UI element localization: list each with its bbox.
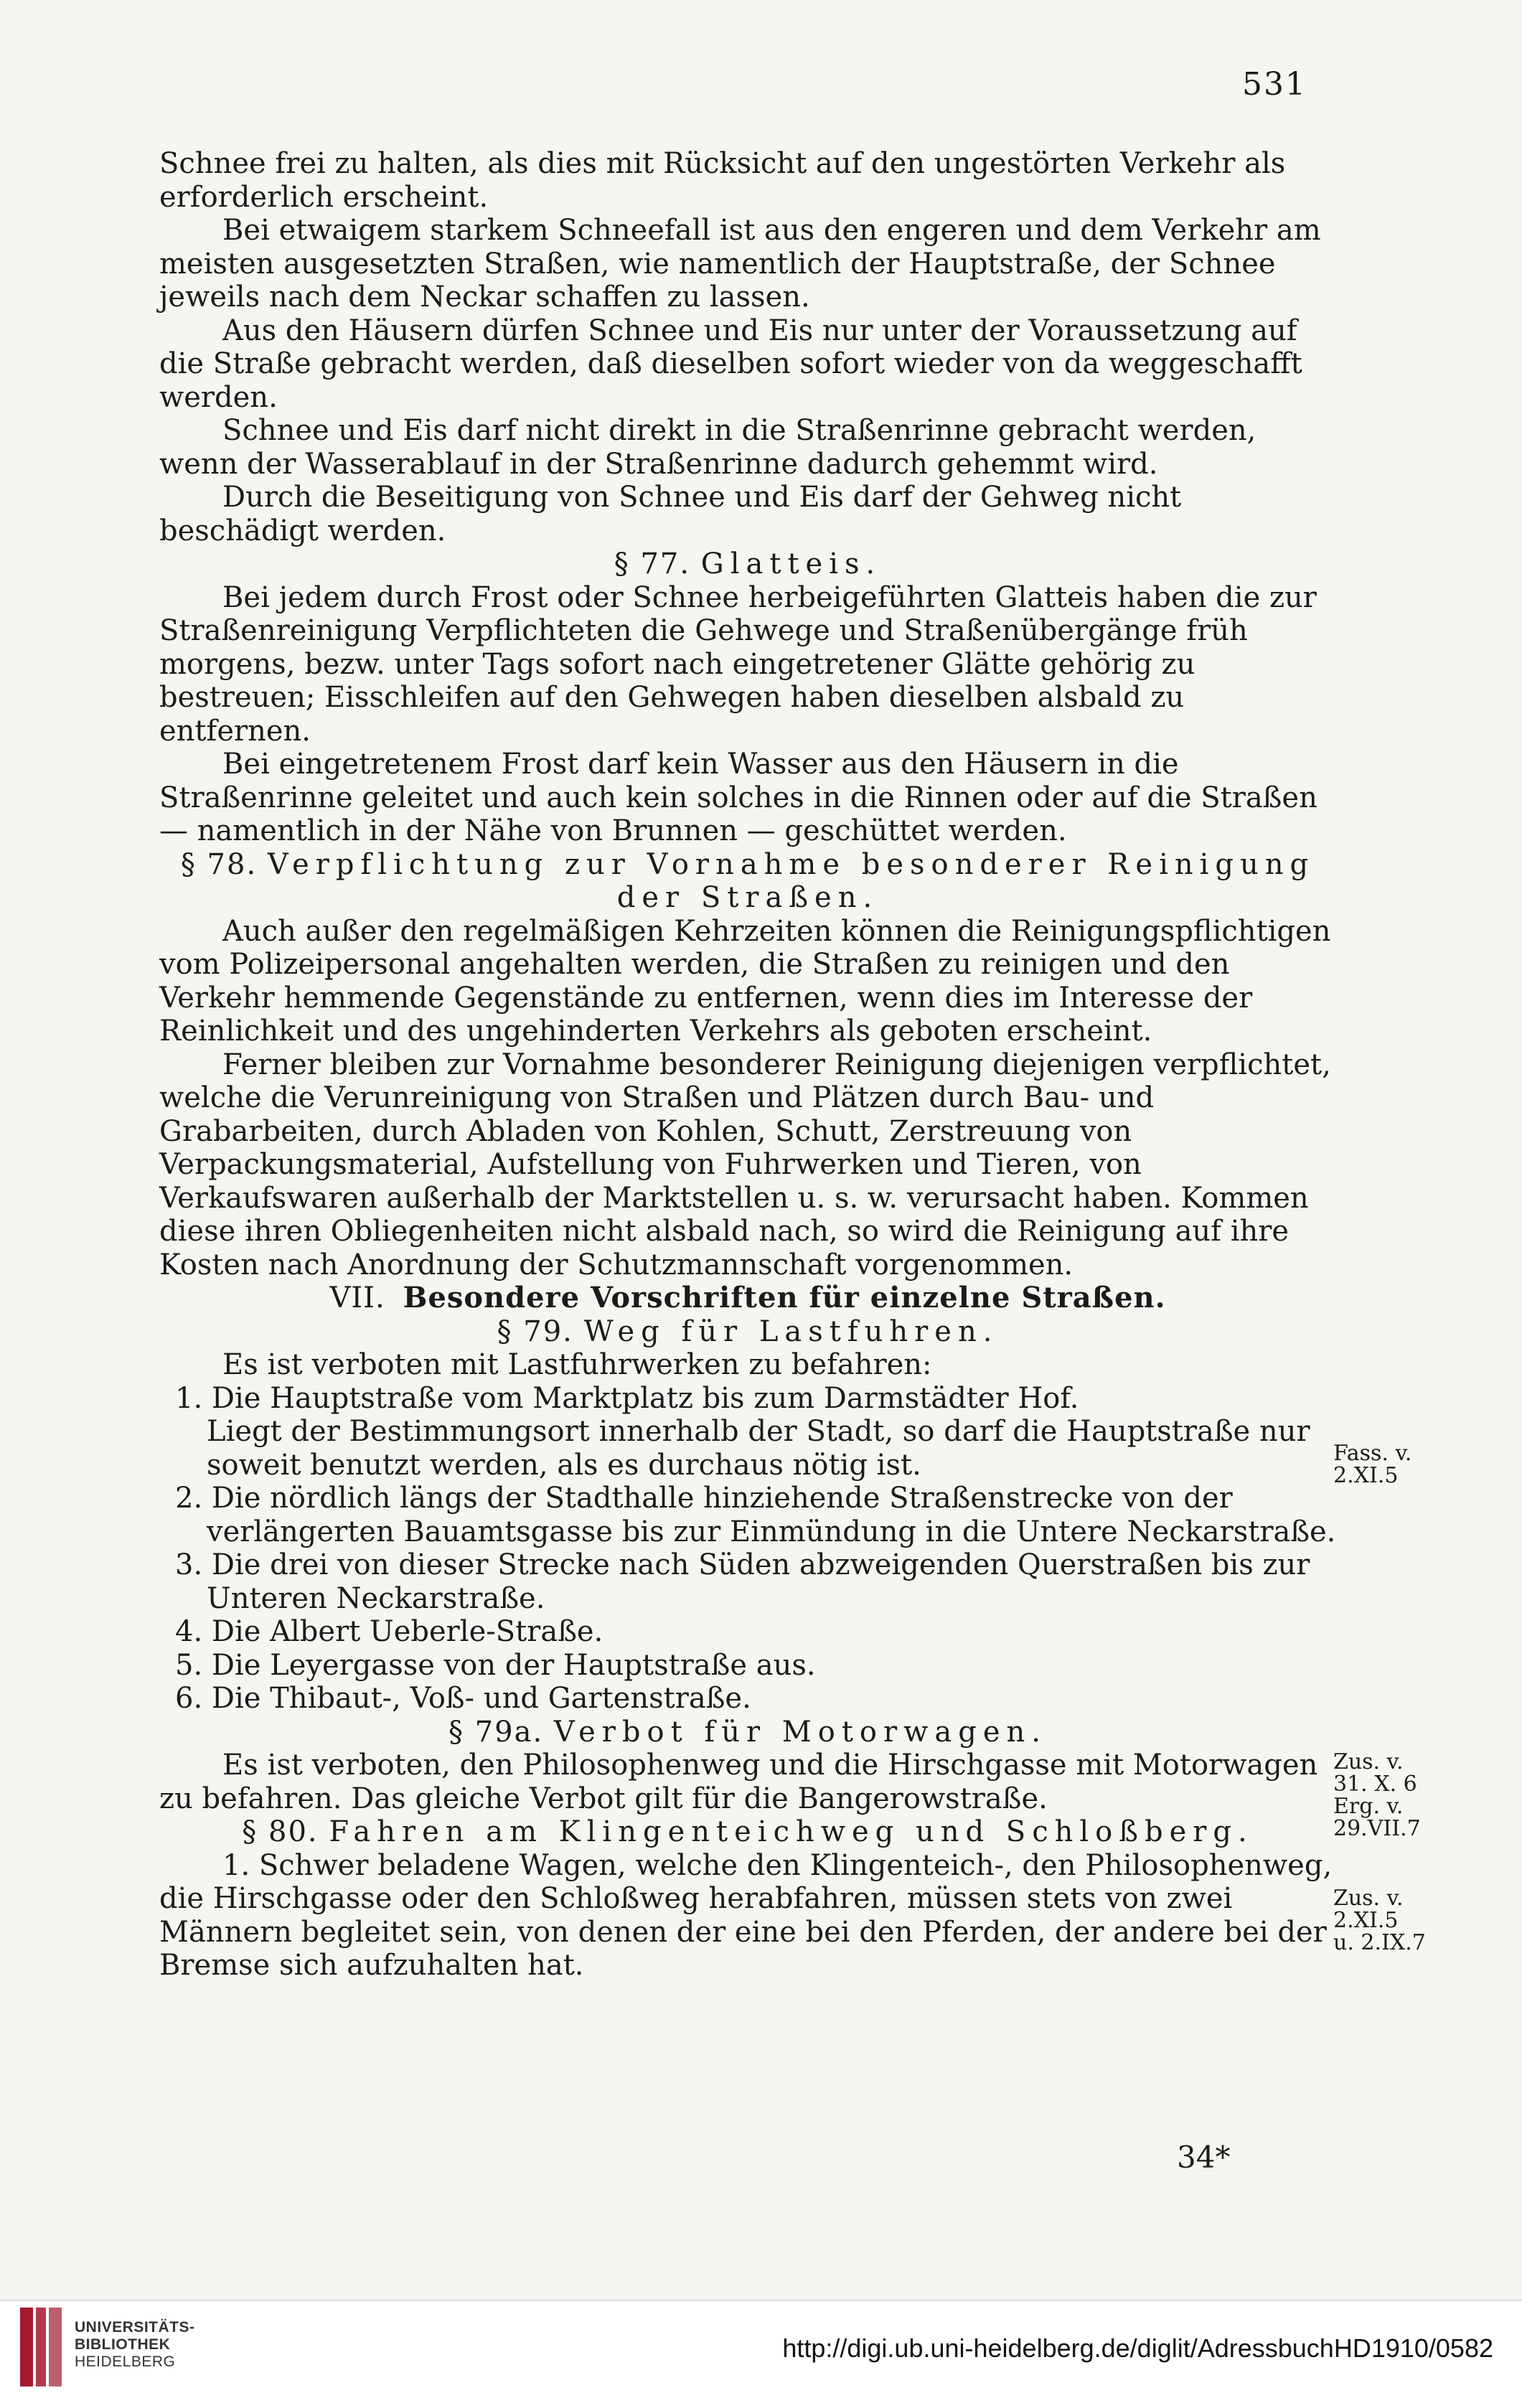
- margin-note-zusatz: [1333, 1751, 1448, 1840]
- section-heading-79a: [159, 1716, 1336, 1749]
- section-heading-80: [159, 1815, 1336, 1849]
- paragraph: Bei jedem durch Frost oder Schnee herbeigeführten Glatteis haben die zur Straßenreinigung Verpflichteten die Gehwege und Straßenübergänge früh morgens, bezw. unter Tags sofort nach eingetretener Glätte gehörig zu bestreuen; Eisschleifen auf den Gehwegen haben dieselben alsbald zu entfernen.: [159, 580, 1317, 748]
- section-title: Weg für Lastfuhren.: [583, 1314, 999, 1348]
- list-item: 2. Die nördlich längs der Stadthalle hinziehende Straßenstrecke von der verlängerten Bauamtsgasse bis zur Einmündung in die Untere Neckarstraße.: [175, 1482, 1336, 1548]
- section-number: § 78.: [180, 847, 258, 881]
- section-number: § 79.: [497, 1314, 573, 1348]
- margin-note-fassung: [1333, 1442, 1448, 1487]
- paragraph: Schnee frei zu halten, als dies mit Rücksicht auf den ungestörten Verkehr als erforderlich erscheint.: [159, 147, 1286, 214]
- margin-note-line: Zus. v.: [1333, 1886, 1404, 1911]
- section-number: § 80.: [242, 1815, 319, 1848]
- part-heading: [159, 1281, 1336, 1315]
- paragraph: Es ist verboten mit Lastfuhrwerken zu befahren:: [222, 1348, 932, 1381]
- library-name-line: BIBLIOTHEK: [75, 2336, 171, 2353]
- margin-note-line: 29.VII.7: [1333, 1816, 1421, 1841]
- section-heading-79: [159, 1315, 1336, 1349]
- section-title: Glatteis.: [700, 547, 882, 580]
- section-heading-77: [159, 547, 1336, 581]
- section-number: § 79a.: [448, 1715, 544, 1749]
- paragraph: Aus den Häusern dürfen Schnee und Eis nur unter der Voraussetzung auf die Straße gebracht werden, daß dieselben sofort wieder von da weggeschafft werden.: [159, 314, 1302, 414]
- list-item: 3. Die drei von dieser Strecke nach Süden abzweigenden Querstraßen bis zur Unteren Neckarstraße.: [175, 1548, 1310, 1615]
- source-url-link[interactable]: http://digi.ub.uni-heidelberg.de/diglit/AdressbuchHD1910/0582: [782, 2333, 1493, 2363]
- paragraph: Auch außer den regelmäßigen Kehrzeiten können die Reinigungspflichtigen vom Polizeipersonal angehalten werden, die Straßen zu reinigen und den Verkehr hemmende Gegenstände zu entfernen, wenn dies im Interesse der Reinlichkeit und des ungehinderten Verkehrs als geboten erscheint.: [159, 914, 1331, 1048]
- page-number: 531: [1242, 66, 1307, 103]
- margin-note-line: 31. X. 6: [1333, 1772, 1417, 1797]
- library-name-line: HEIDELBERG: [75, 2353, 176, 2370]
- margin-note-line: 2.XI.5: [1333, 1463, 1399, 1488]
- margin-note-zusatz-2: [1333, 1887, 1448, 1954]
- paragraph: Durch die Beseitigung von Schnee und Eis darf der Gehweg nicht beschädigt werden.: [159, 481, 1182, 547]
- street-list: [159, 1382, 1336, 1716]
- part-title: Besondere Vorschriften für einzelne Straßen.: [403, 1281, 1166, 1314]
- margin-note-line: u. 2.IX.7: [1333, 1930, 1426, 1955]
- list-item: 6. Die Thibaut-, Voß- und Gartenstraße.: [175, 1682, 751, 1715]
- library-logo-icon: [17, 2305, 65, 2389]
- list-item: 4. Die Albert Ueberle-Straße.: [175, 1615, 603, 1648]
- margin-note-line: Zus. v.: [1333, 1749, 1404, 1774]
- list-item-note: Liegt der Bestimmungsort innerhalb der Stadt, so darf die Hauptstraße nur soweit benutzt werden, als es durchaus nötig ist.: [207, 1415, 1310, 1482]
- paragraph: 1. Schwer beladene Wagen, welche den Klingenteich-, den Philosophenweg, die Hirschgasse oder den Schloßweg herabfahren, müssen stets von zwei Männern begleitet sein, von denen der eine bei den Pferden, der andere bei der Bremse sich aufzuhalten hat.: [159, 1848, 1333, 1982]
- list-item: 5. Die Leyergasse von der Hauptstraße aus.: [175, 1648, 816, 1682]
- section-title: Fahren am Klingenteichweg und Schloßberg.: [329, 1815, 1254, 1848]
- part-number: VII.: [329, 1281, 385, 1314]
- section-number: § 77.: [614, 547, 691, 580]
- paragraph: Bei eingetretenem Frost darf kein Wasser aus den Häusern in die Straßenrinne geleitet und auch kein solches in die Rinnen oder auf die Straßen — namentlich in der Nähe von Brunnen — geschüttet werden.: [159, 748, 1317, 847]
- section-title: Verpflichtung zur Vornahme besonderer Reinigung der Straßen.: [267, 847, 1315, 914]
- list-item: 1. Die Hauptstraße vom Marktplatz bis zum Darmstädter Hof.: [175, 1381, 1079, 1415]
- margin-note-line: 2.XI.5: [1333, 1908, 1399, 1933]
- margin-note-line: Erg. v.: [1333, 1794, 1404, 1819]
- library-name-line: UNIVERSITÄTS-: [75, 2319, 195, 2336]
- paragraph: Schnee und Eis darf nicht direkt in die Straßenrinne gebracht werden, wenn der Wasserablauf in der Straßenrinne dadurch gehemmt wird.: [159, 414, 1256, 481]
- paragraph: Bei etwaigem starkem Schneefall ist aus den engeren und dem Verkehr am meisten ausgesetzten Straßen, wie namentlich der Hauptstraße, der Schnee jeweils nach dem Neckar schaffen zu lassen.: [159, 214, 1321, 314]
- library-name: [75, 2319, 195, 2371]
- margin-note-line: Fass. v.: [1333, 1441, 1412, 1466]
- paragraph: Es ist verboten, den Philosophenweg und die Hirschgasse mit Motorwagen zu befahren. Das gleiche Verbot gilt für die Bangerowstraße.: [159, 1749, 1318, 1815]
- page-body: [159, 147, 1336, 1983]
- section-heading-78: [159, 848, 1336, 915]
- paragraph: Ferner bleiben zur Vornahme besonderer Reinigung diejenigen verpflichtet, welche die Verunreinigung von Straßen und Plätzen durch Bau- und Grabarbeiten, durch Abladen von Kohlen, Schutt, Zerstreuung von Verpackungsmaterial, Aufstellung von Fuhrwerken und Tieren, von Verkaufswaren außerhalb der Marktstellen u. s. w. verursacht haben. Kommen diese ihren Obliegenheiten nicht alsbald nach, so wird die Reinigung auf ihre Kosten nach Anordnung der Schutzmannschaft vorgenommen.: [159, 1048, 1331, 1281]
- section-title: Verbot für Motorwagen.: [553, 1715, 1047, 1749]
- printer-signature: 34*: [1177, 2140, 1231, 2175]
